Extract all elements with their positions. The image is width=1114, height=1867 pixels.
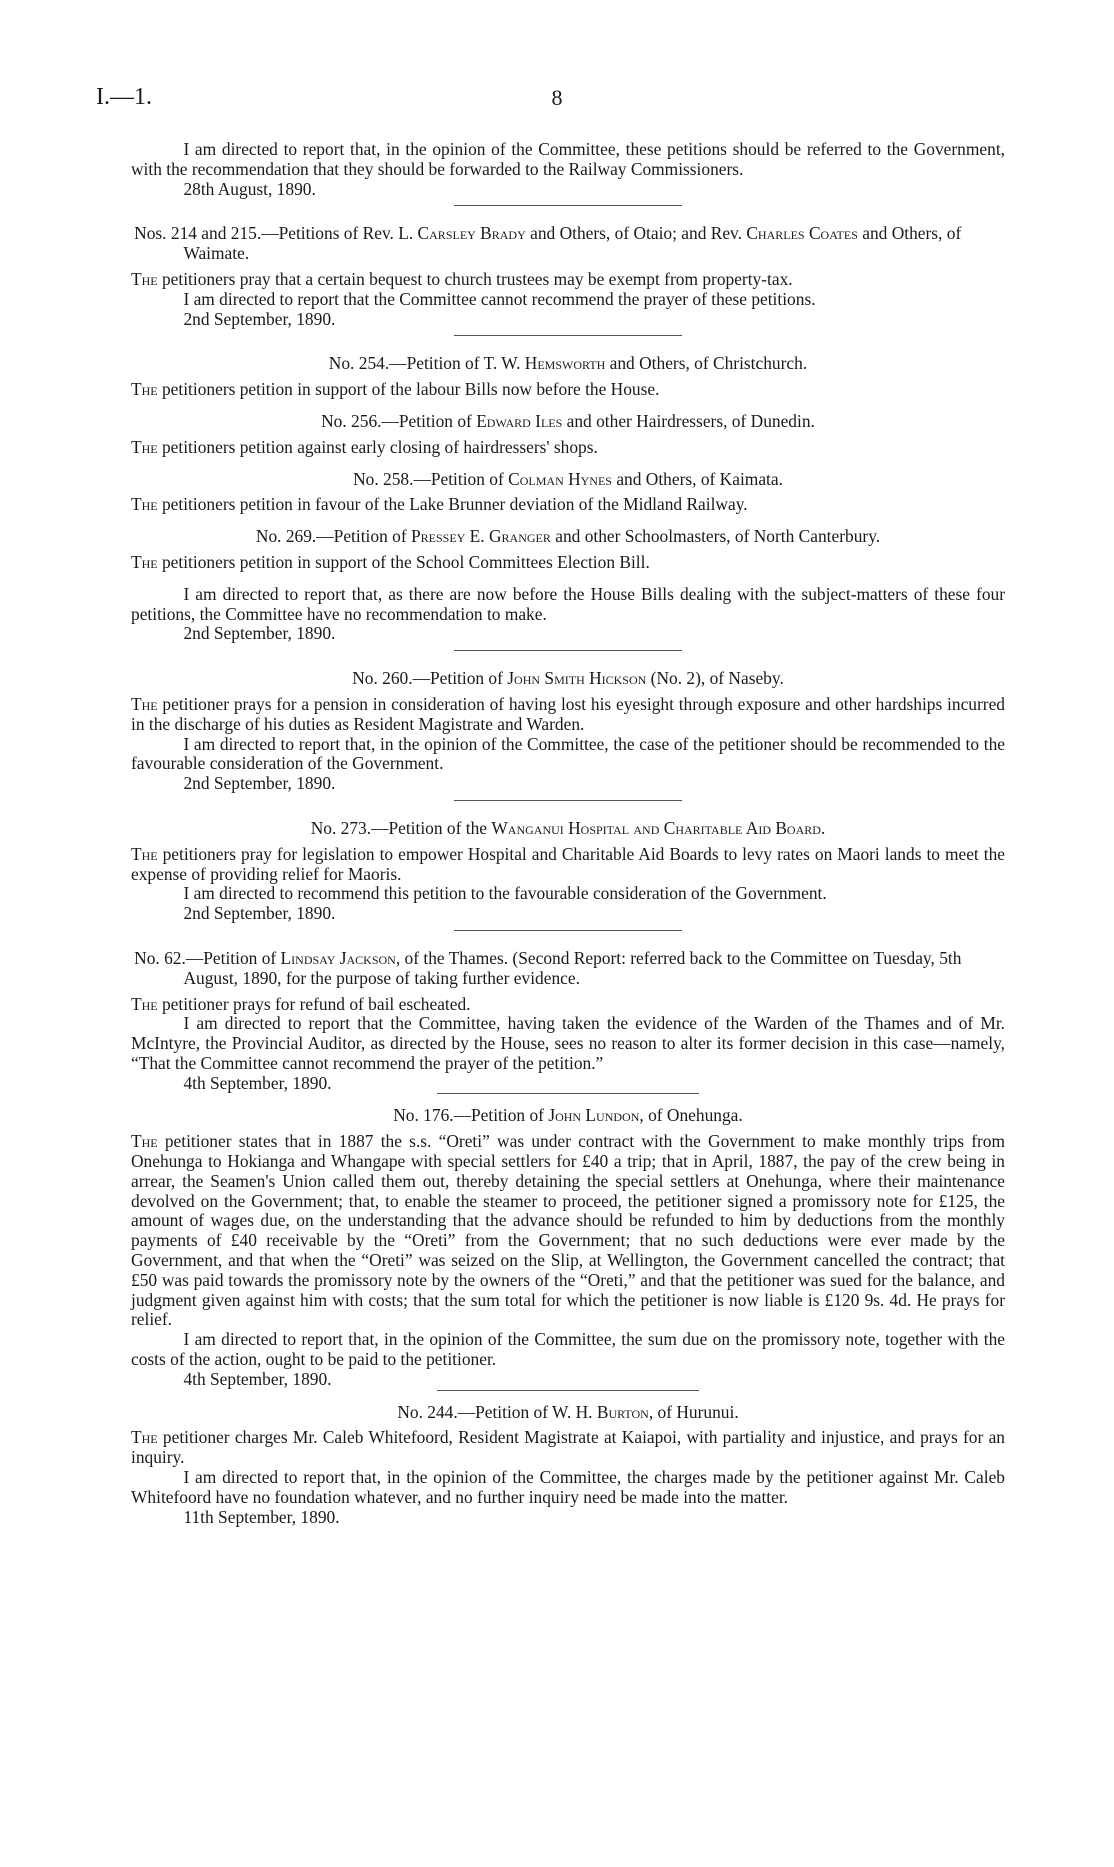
petition-heading: No. 260.—Petition of John Smith Hickson (No. 2), of Naseby. — [352, 668, 784, 689]
petitioner-name: Edward Iles — [476, 410, 563, 431]
petition-heading: No. 176.—Petition of John Lundon, of Onehunga. — [393, 1105, 743, 1126]
report-date: 4th September, 1890. — [183, 1072, 332, 1093]
petition-prayer: The petitioners pray for legislation to empower Hospital and Charitable Aid Boards to levy rates on Maori lands to meet the expense of providing relief for Maoris. — [131, 843, 1005, 884]
petition-prayer: The petitioners petition in support of the labour Bills now before the House. — [131, 379, 660, 400]
report-date: 2nd September, 1890. — [183, 773, 336, 794]
report-date: 2nd September, 1890. — [183, 623, 336, 644]
report-date: 4th September, 1890. — [183, 1368, 332, 1389]
petitioner-name: Carsley Brady — [417, 223, 526, 244]
report-date: 28th August, 1890. — [183, 178, 316, 199]
petition-heading: No. 258.—Petition of Colman Hynes and Others, of Kaimata. — [353, 468, 783, 489]
page-number: 8 — [551, 85, 563, 110]
petition-prayer: The petitioner prays for a pension in consideration of having lost his eyesight through exposure and other hardships incurred in the discharge of his duties as Resident Magistrate and Warden. — [131, 693, 1005, 734]
petition-heading: No. 62.—Petition of Lindsay Jackson, of the Thames. (Second Report: referred back to the Committee on Tuesday, 5th August, 1890, for the purpose of taking further evidence. — [134, 947, 962, 988]
petition-prayer: The petitioners petition in favour of the Lake Brunner deviation of the Midland Railway. — [131, 494, 748, 515]
petitioner-name: Burton — [596, 1401, 649, 1422]
petition-heading: No. 273.—Petition of the Wanganui Hospital and Charitable Aid Board. — [310, 817, 826, 838]
petition-prayer: The petitioners petition in support of the School Committees Election Bill. — [131, 551, 650, 572]
report-date: 2nd September, 1890. — [183, 903, 336, 924]
report-text: I am directed to report that, in the opinion of the Committee, these petitions should be referred to the Government, with the recommendation that they should be forwarded to the Railway Commissioners. — [131, 139, 1005, 179]
page-body — [131, 140, 1005, 1527]
petition-prayer: The petitioners petition against early closing of hairdressers' shops. — [131, 436, 598, 457]
petitioner-name: Pressey E. Granger — [410, 526, 551, 547]
petitioner-name: Colman Hynes — [508, 468, 612, 489]
petitioner-name: Wanganui Hospital and Charitable Aid Board — [491, 817, 821, 838]
report-text: I am directed to report that, in the opinion of the Committee, the charges made by the petitioner against Mr. Caleb Whitefoord have no foundation whatever, and no further inquiry need be made into the matter. — [131, 1467, 1005, 1507]
petitioner-name: John Smith Hickson — [507, 668, 647, 689]
report-text: I am directed to report that, in the opinion of the Committee, the sum due on the promissory note, together with the costs of the action, ought to be paid to the petitioner. — [131, 1329, 1005, 1370]
petition-prayer: The petitioners pray that a certain bequest to church trustees may be exempt from property-tax. — [131, 268, 793, 289]
report-text: I am directed to report that the Committee, having taken the evidence of the Warden of the Thames and of Mr. McIntyre, the Provincial Auditor, as directed by the House, sees no reason to alter its former decision in this case—namely, “That the Committee cannot recommend the prayer of the petition.” — [131, 1013, 1005, 1073]
petition-heading: Nos. 214 and 215.—Petitions of Rev. L. Carsley Brady and Others, of Otaio; and Rev. Charles Coates and Others, of Waimate. — [134, 223, 962, 264]
report-text: I am directed to recommend this petition to the favourable consideration of the Government. — [183, 883, 827, 904]
report-date: 11th September, 1890. — [183, 1506, 340, 1527]
report-date: 2nd September, 1890. — [183, 308, 336, 329]
report-text: I am directed to report that, in the opinion of the Committee, the case of the petitioner should be recommended to the favourable consideration of the Government. — [131, 733, 1005, 774]
petition-heading: No. 269.—Petition of Pressey E. Granger and other Schoolmasters, of North Canterbury. — [255, 526, 881, 547]
petition-heading: No. 256.—Petition of Edward Iles and other Hairdressers, of Dunedin. — [321, 410, 815, 431]
petitioner-name: John Lundon — [548, 1105, 640, 1126]
page-header — [96, 84, 1018, 118]
petition-prayer: The petitioner prays for refund of bail escheated. — [131, 993, 471, 1014]
report-text: I am directed to report that, as there are now before the House Bills dealing with the subject-matters of these four petitions, the Committee have no recommendation to make. — [131, 583, 1005, 624]
report-text: I am directed to report that the Committee cannot recommend the prayer of these petitions. — [183, 288, 816, 309]
petitioner-name: Charles Coates — [746, 223, 858, 244]
series-number: I.—1. — [96, 84, 152, 110]
petitioner-name: Lindsay Jackson — [280, 947, 396, 968]
petition-heading: No. 254.—Petition of T. W. Hemsworth and Others, of Christchurch. — [328, 353, 808, 374]
petition-prayer: The petitioner states that in 1887 the s.s. “Oreti” was under contract with the Government to make monthly trips from Onehunga to Hokianga and Whangape with special settlers for £40 a trip; that in April, 1887, the pay of the crew being in arrear, the Seamen's Union called them out, thereby detaining the special settlers at Onehunga, where their maintenance devolved on the Government; that, to enable the steamer to proceed, the petitioner signed a promissory note for £125, the amount of wages due, on the understanding that the advance should be refunded to him by deductions from the monthly payments of £40 receivable by the “Oreti” from the Government; that no such deductions were ever made by the Government, and that when the “Oreti” was seized on the Slip, at Wellington, the Government cancelled the contract; that £50 was paid towards the promissory note by the owners of the “Oreti,” and that the petitioner was sued for the balance, and judgment given against him with costs; that the sum total for which the petitioner is now liable is £120 9s. 4d. He prays for relief. — [131, 1131, 1005, 1330]
petition-heading: No. 244.—Petition of W. H. Burton, of Hurunui. — [397, 1401, 739, 1422]
petition-prayer: The petitioner charges Mr. Caleb Whitefoord, Resident Magistrate at Kaiapoi, with partiality and injustice, and prays for an inquiry. — [131, 1427, 1005, 1468]
petitioner-name: Hemsworth — [524, 353, 606, 374]
